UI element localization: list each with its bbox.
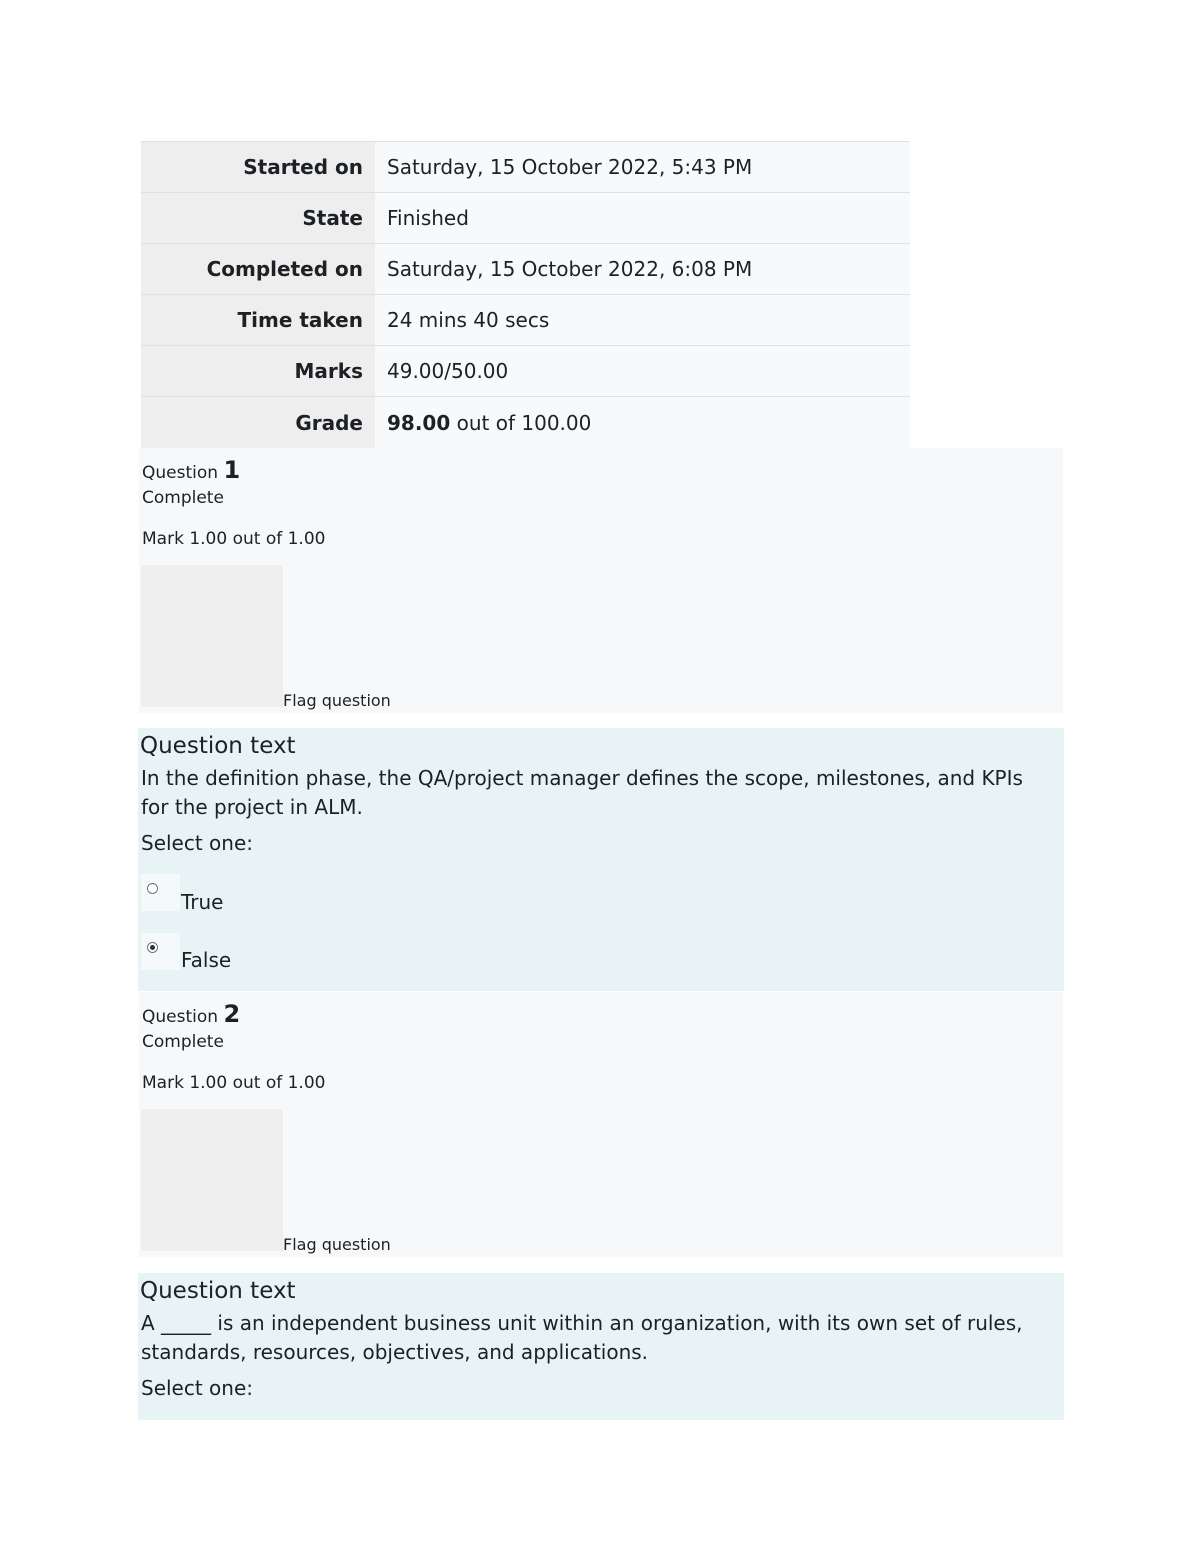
question-1-info	[139, 448, 1063, 713]
select-one-prompt: Select one:	[141, 1376, 254, 1400]
summary-row-marks	[141, 346, 910, 397]
question-prefix: Question	[142, 1007, 224, 1027]
radio-checked-icon[interactable]	[147, 942, 158, 953]
select-one-prompt: Select one:	[141, 831, 254, 855]
question-number-value: 2	[223, 1000, 241, 1028]
summary-row-time-taken	[141, 295, 910, 346]
option-true-label[interactable]: True	[181, 890, 224, 914]
flag-question-link[interactable]: Flag question	[283, 691, 391, 710]
question-state: Complete	[142, 1032, 224, 1052]
summary-row-started	[141, 142, 910, 193]
summary-value: 49.00/50.00	[375, 346, 910, 397]
question-text-heading: Question text	[140, 733, 296, 759]
summary-label: Time taken	[141, 295, 375, 346]
question-2-info	[139, 992, 1063, 1257]
question-1-content	[138, 728, 1064, 991]
grade-out-of: out of 100.00	[450, 410, 592, 435]
summary-value: Finished	[375, 193, 910, 244]
option-true-radio[interactable]	[141, 874, 180, 911]
summary-value: 24 mins 40 secs	[375, 295, 910, 346]
question-text: In the definition phase, the QA/project manager defines the scope, milestones, and KPIs for the project in ALM.	[141, 766, 1023, 819]
summary-label: State	[141, 193, 375, 244]
question-number-value: 1	[223, 456, 241, 484]
summary-value: Saturday, 15 October 2022, 5:43 PM	[375, 142, 910, 193]
question-state: Complete	[142, 488, 224, 508]
option-false-radio[interactable]	[141, 933, 180, 970]
question-2-content	[138, 1273, 1064, 1420]
summary-row-grade	[141, 397, 910, 449]
question-number	[142, 1000, 240, 1028]
summary-value: Saturday, 15 October 2022, 6:08 PM	[375, 244, 910, 295]
question-text-heading: Question text	[140, 1278, 296, 1304]
question-grade: Mark 1.00 out of 1.00	[142, 529, 326, 549]
question-text: A _____ is an independent business unit within an organization, with its own set of rules, standards, resources, objectives, and applications.	[141, 1311, 1023, 1364]
question-grade: Mark 1.00 out of 1.00	[142, 1073, 326, 1093]
summary-row-completed	[141, 244, 910, 295]
summary-row-state	[141, 193, 910, 244]
option-false-label[interactable]: False	[181, 948, 232, 972]
summary-label: Marks	[141, 346, 375, 397]
summary-label: Grade	[141, 397, 375, 449]
flag-question-link[interactable]: Flag question	[283, 1235, 391, 1254]
summary-value	[375, 397, 910, 449]
grade-score: 98.00	[387, 410, 451, 435]
flag-icon[interactable]	[141, 1109, 283, 1251]
radio-unchecked-icon[interactable]	[147, 883, 158, 894]
question-number	[142, 456, 240, 484]
flag-icon[interactable]	[141, 565, 283, 707]
summary-label: Started on	[141, 142, 375, 193]
summary-label: Completed on	[141, 244, 375, 295]
attempt-summary-table	[141, 141, 910, 448]
question-prefix: Question	[142, 463, 224, 483]
